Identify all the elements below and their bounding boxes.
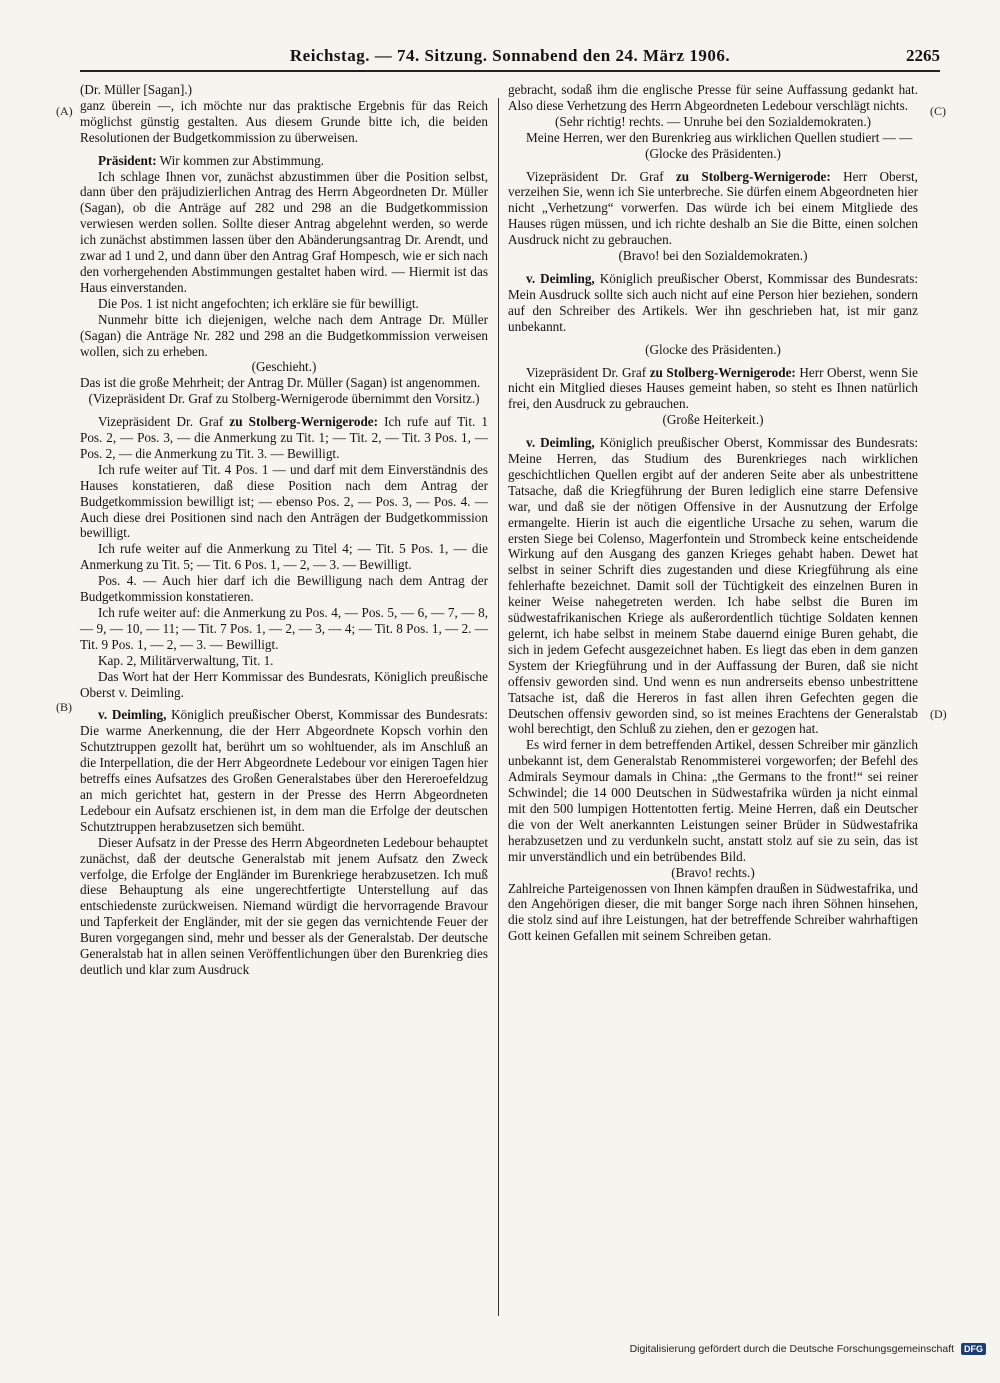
- interjection: (Bravo! rechts.): [671, 864, 755, 880]
- speech-text: Königlich preußischer Oberst, Kommissar des Bundesrats: Meine Herren, das Studium des Burenkrieges nach wirklichen geschichtlichen Quellen ergibt auf der anderen Seite aber als unbestrittene Tatsache, daß die Kriegführung der Buren lediglich eine starre Defensive war, und daß sie der nötigen Offensive in der Ausnutzung der Erfolge ermangelte. Hierin ist auch die eigentliche Ursache zu sehen, warum die ersten Siege bei Colenso, Magerfontein und Strombeck keine entscheidende Wirkung auf den Ausgang des ganzen Krieges gehabt haben. Dewet hat selbst in seiner Schrift dies zugestanden und diese Kriegführung als eine fehlerhafte bezeichnet. Damit soll der Tüchtigkeit des einzelnen Buren in keiner Weise nahegetreten werden. Ich habe selbst die Buren im südwestafrikanischen Kriege als außerordentlich tüchtige Soldaten kennen gelernt, ich habe selbst in meinem Stabe dauernd einige Buren gehabt, die sich in jedem Gefecht ausgezeichnet haben. Es liegt das eben in dem ganzen System der Kriegführung und in der Auffassung der Buren, daß sie nicht offensiv geworden sind. Und wenn es nun andrerseits ebenso unbestrittene Tatsache ist, daß die Hereros in fast allen ihren Gefechten gegen die Deutschen offensiv geworden sind, so ist meines Erachtens der Generalstab wohl berechtigt, den Schluß zu ziehen, den er gezogen hat.: [508, 435, 918, 737]
- header-title: Reichstag. — 74. Sitzung. Sonnabend den 24. März 1906.: [289, 46, 731, 65]
- speech-text: Ich rufe auf Tit. 1 Pos. 2, — Pos. 3, — die Anmerkung zu Tit. 1; — Tit. 2, — Tit. 3 Pos. 1, — Pos. 2, — die Anmerkung zu Tit. 3. — Bewilligt.: [80, 414, 488, 461]
- interjection: (Glocke des Präsidenten.): [645, 341, 781, 357]
- speaker-name: v. Deimling,: [526, 270, 595, 286]
- paragraph: ganz überein —, ich möchte nur das praktische Ergebnis für das Reich möglichst günstig gestalten. Aus diesem Grunde bitte ich, die beiden Resolutionen der Budgetkommission zu überweisen.: [80, 97, 488, 145]
- stage-direction: (Vizepräsident Dr. Graf zu Stolberg-Wernigerode übernimmt den Vorsitz.): [88, 391, 480, 407]
- paragraph: Das Wort hat der Herr Kommissar des Bundesrats, Königlich preußische Oberst v. Deimling.: [80, 668, 488, 700]
- margin-marker-d: (D): [930, 707, 947, 721]
- paragraph: [80, 414, 488, 462]
- speaker-name: zu Stolberg-Wernigerode:: [229, 414, 379, 430]
- speaker-title: Vizepräsident Dr. Graf: [98, 414, 230, 430]
- speech-text: Herr Oberst, wenn Sie nicht ein Mitglied dieses Hauses gemeint haben, so steht es Ihnen natürlich frei, den Ausdruck zu gebrauchen.: [508, 364, 918, 412]
- speech-text: Herr Oberst, verzeihen Sie, wenn ich Sie unterbreche. Sie dürfen einem Abgeordneten hier nicht „Verhetzung“ vorwerfen. Das würde ich bei einem Mitgliede des Hauses rügen müssen, und ich richte deshalb an Sie die Bitte, einen solchen Ausdruck nicht zu gebrauchen.: [508, 168, 918, 248]
- speaker-name: zu Stolberg-Wernigerode:: [649, 364, 796, 380]
- speaker-title: Vizepräsident Dr. Graf: [526, 364, 650, 380]
- paragraph: gebracht, sodaß ihm die englische Presse für seine Auffassung gedankt hat. Also diese Verhetzung des Herrn Abgeordneten Ledebour verschlägt nichts.: [508, 82, 918, 113]
- speech-text: Königlich preußischer Oberst, Kommissar des Bundesrats: Die warme Anerkennung, die der Herr Abgeordnete Kopsch vorhin den Schutztruppen gezollt hat, berührt um so wohltuender, als im Anschluß an die Interpellation, die der Herr Abgeordnete Ledebour vor einigen Tagen hier betreffs eines Aufsatzes des Großen Generalstabes über den Hereroefeldzug an mich gerichtet hat, gestern in der Presse des Herrn Abgeordneten Ledebour ein Aufsatz erschienen ist, in dem man die Erfolge der deutschen Schutztruppen herabzusetzen sich bemüht.: [80, 707, 488, 834]
- page-header: [80, 44, 940, 72]
- paragraph: Kap. 2, Militärverwaltung, Tit. 1.: [98, 652, 274, 668]
- paragraph: [508, 365, 918, 413]
- paragraph: Ich rufe weiter auf: die Anmerkung zu Pos. 4, — Pos. 5, — 6, — 7, — 8, — 9, — 10, — 11; — Tit. 7 Pos. 1, — 2, — 3, — 4; — Tit. 8 Pos. 1, — 2. — Tit. 9 Pos. 1, — 2, — 3. — Bewilligt.: [80, 605, 488, 652]
- interjection: (Geschieht.): [251, 359, 317, 375]
- speaker-name: v. Deimling,: [526, 435, 595, 451]
- speaker-name: Präsident:: [98, 152, 157, 168]
- paragraph: Zahlreiche Parteigenossen von Ihnen kämpfen draußen in Südwestafrika, und den Angehörigen dieser, die mit banger Sorge nach ihren Söhnen hinsehen, die stolz sind auf ihre Leistungen, hat der betreffende Schreiber wahrhaftigen Gott keinen Gefallen mit seinem Schreiben getan.: [508, 880, 918, 944]
- paragraph: Das ist die große Mehrheit; der Antrag Dr. Müller (Sagan) ist angenommen.: [80, 375, 481, 391]
- page-number: 2265: [906, 46, 940, 65]
- interjection: (Bravo! bei den Sozialdemokraten.): [618, 248, 808, 264]
- right-column: [508, 82, 918, 944]
- paragraph: Nunmehr bitte ich diejenigen, welche nach dem Antrage Dr. Müller (Sagan) die Anträge Nr. 282 und 298 an die Budgetkommission verweisen wollen, sich zu erheben.: [80, 311, 488, 359]
- paragraph: [508, 271, 918, 335]
- speaker-title: Vizepräsident Dr. Graf: [526, 168, 676, 184]
- dfg-logo-icon: DFG: [961, 1343, 986, 1355]
- speech-text: Wir kommen zur Abstimmung.: [156, 152, 324, 168]
- left-column: [80, 82, 488, 978]
- speaker-name: v. Deimling,: [98, 707, 167, 723]
- paragraph: Pos. 4. — Auch hier darf ich die Bewilligung nach dem Antrag der Budgetkommission konstatieren.: [80, 573, 488, 605]
- column-divider: [498, 98, 499, 1316]
- paragraph: Ich schlage Ihnen vor, zunächst abzustimmen über die Position selbst, dann über den präjudizierlichen Antrag des Herrn Abgeordneten Dr. Müller (Sagan), ob die Anträge auf 282 und 298 an die Budgetkommission verwiesen werden sollen. Sollte dieser Antrag abgelehnt werden, so werde ich zunächst abstimmen lassen über den Abänderungsantrag Dr. Arendt, und zwar ad 1 und 2, und dann über den Antrag Graf Hompesch, wie er sich nach den vorhergehenden Abstimmungen gestaltet haben wird. — Hiermit ist das Haus einverstanden.: [80, 168, 488, 295]
- paragraph: [508, 169, 918, 249]
- margin-marker-a: (A): [56, 104, 73, 118]
- interjection: (Glocke des Präsidenten.): [645, 145, 781, 161]
- paragraph: Meine Herren, wer den Burenkrieg aus wirklichen Quellen studiert — —: [526, 129, 913, 145]
- speech-text: Königlich preußischer Oberst, Kommissar des Bundesrats: Mein Ausdruck sollte sich auch nicht auf eine Person hier beziehen, sondern auf den Schreiber des Artikels. Wer ihn geschrieben hat, ist mir ganz unbekannt.: [508, 270, 918, 334]
- margin-marker-c: (C): [930, 104, 946, 118]
- paragraph: Ich rufe weiter auf die Anmerkung zu Titel 4; — Tit. 5 Pos. 1, — die Anmerkung zu Tit. 5; — Tit. 6 Pos. 1, — 2, — 3. — Bewilligt.: [80, 541, 488, 573]
- paragraph: Dieser Aufsatz in der Presse des Herrn Abgeordneten Ledebour behauptet zunächst, daß der deutsche Generalstab mit jenem Aufsatz den Zweck verfolge, die Erfolge der Engländer im Burenkriege herabzusetzen. Ich muß diese Behauptung als eine ungerechtfertigte Unterstellung auf das entschiedenste zurückweisen. Niemand würdigt die hervorragende Bravour und Tapferkeit der Engländer, mit der sie gegen das vernichtende Feuer der Buren vorgegangen sind, mehr und besser als der Generalstab. Der deutsche Generalstab hat in allen seinen Veröffentlichungen über den Burenkrieg dies deutlich und klar zum Ausdruck: [80, 834, 488, 977]
- speaker-name: zu Stolberg-Wernigerode:: [675, 168, 831, 184]
- paragraph: Es wird ferner in dem betreffenden Artikel, dessen Schreiber mir gänzlich unbekannt ist, dem Generalstab Renommisterei vorgeworfen; der Befehl des Admirals Seymour damals in China: „the Germans to the front!“ sei reiner Schwindel; die 14 000 Deutschen in Südwestafrika würden ja nicht einmal mit den 500 lumpigen Hottentotten fertig. Meine Herren, daß ein Deutscher die von der Welt anerkannten Leistungen seiner Brüder in Südwestafrika herabzusetzen und zu verdunkeln sucht, anstatt stolz auf sie zu sein, das ist mir unverständlich und ein betrübendes Bild.: [508, 737, 918, 864]
- interjection: (Sehr richtig! rechts. — Unruhe bei den Sozialdemokraten.): [554, 113, 872, 129]
- digitization-credit: [560, 1343, 986, 1355]
- paragraph: Ich rufe weiter auf Tit. 4 Pos. 1 — und darf mit dem Einverständnis des Hauses konstatieren, daß diese Position nach dem Antrag der Budgetkommission bewilligt ist; — ebenso Pos. 2, — Pos. 3, — Pos. 4. — Auch diese drei Positionen sind nach den Anträgen der Budgetkommission bewilligt.: [80, 461, 488, 541]
- speaker-continuation: (Dr. Müller [Sagan].): [80, 82, 193, 97]
- paragraph: [508, 435, 918, 737]
- paragraph: [80, 153, 488, 169]
- paragraph: Die Pos. 1 ist nicht angefochten; ich erkläre sie für bewilligt.: [98, 295, 419, 311]
- margin-marker-b: (B): [56, 700, 72, 714]
- paragraph: [80, 707, 488, 834]
- credit-text: Digitalisierung gefördert durch die Deutsche Forschungsgemeinschaft: [629, 1343, 955, 1355]
- interjection: (Große Heiterkeit.): [662, 412, 764, 428]
